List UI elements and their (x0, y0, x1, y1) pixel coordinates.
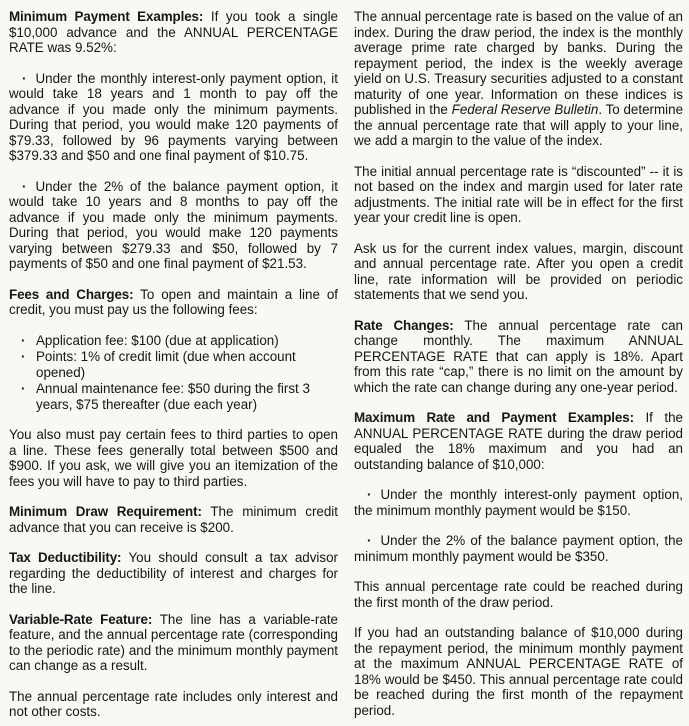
bold-run: Fees and Charges: (9, 286, 134, 302)
text-run: The annual percentage rate includes only interest and not other costs. (9, 688, 338, 719)
bullet-icon: · (367, 533, 372, 548)
text-run: Points: 1% of credit limit (due when account opened) (36, 349, 296, 380)
column-left (9, 9, 338, 726)
bullet-item (354, 487, 683, 518)
paragraph (9, 287, 338, 318)
paragraph (9, 612, 338, 674)
text-run: Annual maintenance fee: $50 during the first 3 years, $75 thereafter (due each year) (36, 381, 310, 412)
column-right (354, 9, 683, 726)
bullet-item (9, 71, 338, 164)
bullet-item (354, 533, 683, 564)
paragraph (354, 410, 683, 472)
text-run: If you took a single $10,000 advance and the ANNUAL PERCENTAGE RATE was 9.52%: (9, 9, 338, 55)
paragraph (354, 9, 683, 149)
paragraph (354, 164, 683, 226)
paragraph (9, 689, 338, 720)
bullet-icon: · (21, 381, 26, 396)
text-run: Under the 2% of the balance payment option, it would take 10 years and 8 months to pay off the advance if you made only the minimum payments. During that period, you would make 120 payments varying between $279.33 and $50, followed by 7 payments of $50 and one final payment of $21.53. (9, 178, 338, 271)
paragraph (9, 9, 338, 56)
fee-list-item (9, 333, 338, 349)
bullet-icon: · (22, 178, 27, 194)
text-run: To open and maintain a line of credit, you must pay us the following fees: (9, 286, 338, 317)
fee-list-item (9, 349, 338, 380)
bullet-item (9, 179, 338, 272)
text-run: The annual percentage rate can change monthly. The maximum ANNUAL PERCENTAGE RATE that can apply is 18%. Apart from this rate “cap,” there is no limit on the amount by which the rate can change during any one-year period. (354, 317, 683, 395)
text-run: You also must pay certain fees to third parties to open a line. These fees generally total between $500 and $900. If you ask, we will give you an itemization of the fees you will have to pay to third parties. (9, 427, 338, 489)
bold-run: Minimum Payment Examples: (9, 9, 204, 24)
bullet-icon: · (22, 70, 27, 86)
text-run: The line has a variable-rate feature, and the annual percentage rate (corresponding to the periodic rate) and the minimum monthly payment can change as a result. (9, 611, 338, 673)
bullet-icon: · (21, 332, 26, 348)
paragraph (354, 318, 683, 396)
text-run: The initial annual percentage rate is “discounted” -- it is not based on the index and margin used for later rate adjustments. The initial rate will be in effect for the first year your credit line is open. (354, 163, 683, 225)
paragraph (9, 427, 338, 489)
paragraph (354, 241, 683, 303)
text-run: Ask us for the current index values, margin, discount and annual percentage rate. After you open a credit line, rate information will be provided on periodic statements that we send you. (354, 240, 683, 302)
bold-run: Variable-Rate Feature: (9, 611, 153, 627)
paragraph (9, 550, 338, 597)
bold-run: Rate Changes: (354, 317, 454, 333)
text-run: Under the monthly interest-only payment option, it would take 18 years and 1 month to pay off the advance if you made only the minimum payments. During that period, you would make 120 payments of $79.33, followed by 96 payments varying between $379.33 and $50 and one final payment of $10.75. (9, 70, 338, 163)
text-run: Under the 2% of the balance payment option, the minimum monthly payment would be $350. (354, 533, 683, 564)
paragraph (9, 504, 338, 535)
text-run: . To determine the annual percentage rate that will apply to your line, we add a margin to the value of the index. (354, 102, 684, 148)
text-run: You should consult a tax advisor regarding the deductibility of interest and charges for the line. (9, 550, 338, 596)
paragraph (354, 579, 683, 610)
text-run: The annual percentage rate is based on the value of an index. During the draw period, the index is the monthly average prime rate charged by banks. During the repayment period, the index is the weekly average yield on U.S. Treasury securities adjusted to a constant maturity of one year. Information on these indices is published in the (354, 9, 683, 117)
text-run: The minimum credit advance that you can receive is $200. (9, 504, 339, 535)
italic-run: Federal Reserve Bulletin (451, 102, 599, 117)
bold-run: Maximum Rate and Payment Examples: (354, 410, 634, 425)
document (9, 9, 683, 726)
bullet-icon: · (21, 349, 26, 364)
bold-run: Minimum Draw Requirement: (9, 504, 202, 519)
bold-run: Tax Deductibility: (9, 550, 122, 565)
text-run: If you had an outstanding balance of $10,000 during the repayment period, the minimum monthly payment at the maximum ANNUAL PERCENTAGE RATE of 18% would be $450. This annual percentage rate could be reached during the first month of the repayment period. (354, 625, 683, 718)
fee-list-item (9, 381, 338, 412)
bullet-icon: · (367, 487, 372, 502)
text-run: Application fee: $100 (due at application) (36, 332, 279, 348)
text-run: If the ANNUAL PERCENTAGE RATE during the draw period equaled the 18% maximum and you had an outstanding balance of $10,000: (354, 410, 683, 472)
text-run: Under the monthly interest-only payment option, the minimum monthly payment would be $150. (354, 487, 683, 518)
text-run: This annual percentage rate could be reached during the first month of the draw period. (354, 579, 683, 610)
paragraph (354, 625, 683, 718)
